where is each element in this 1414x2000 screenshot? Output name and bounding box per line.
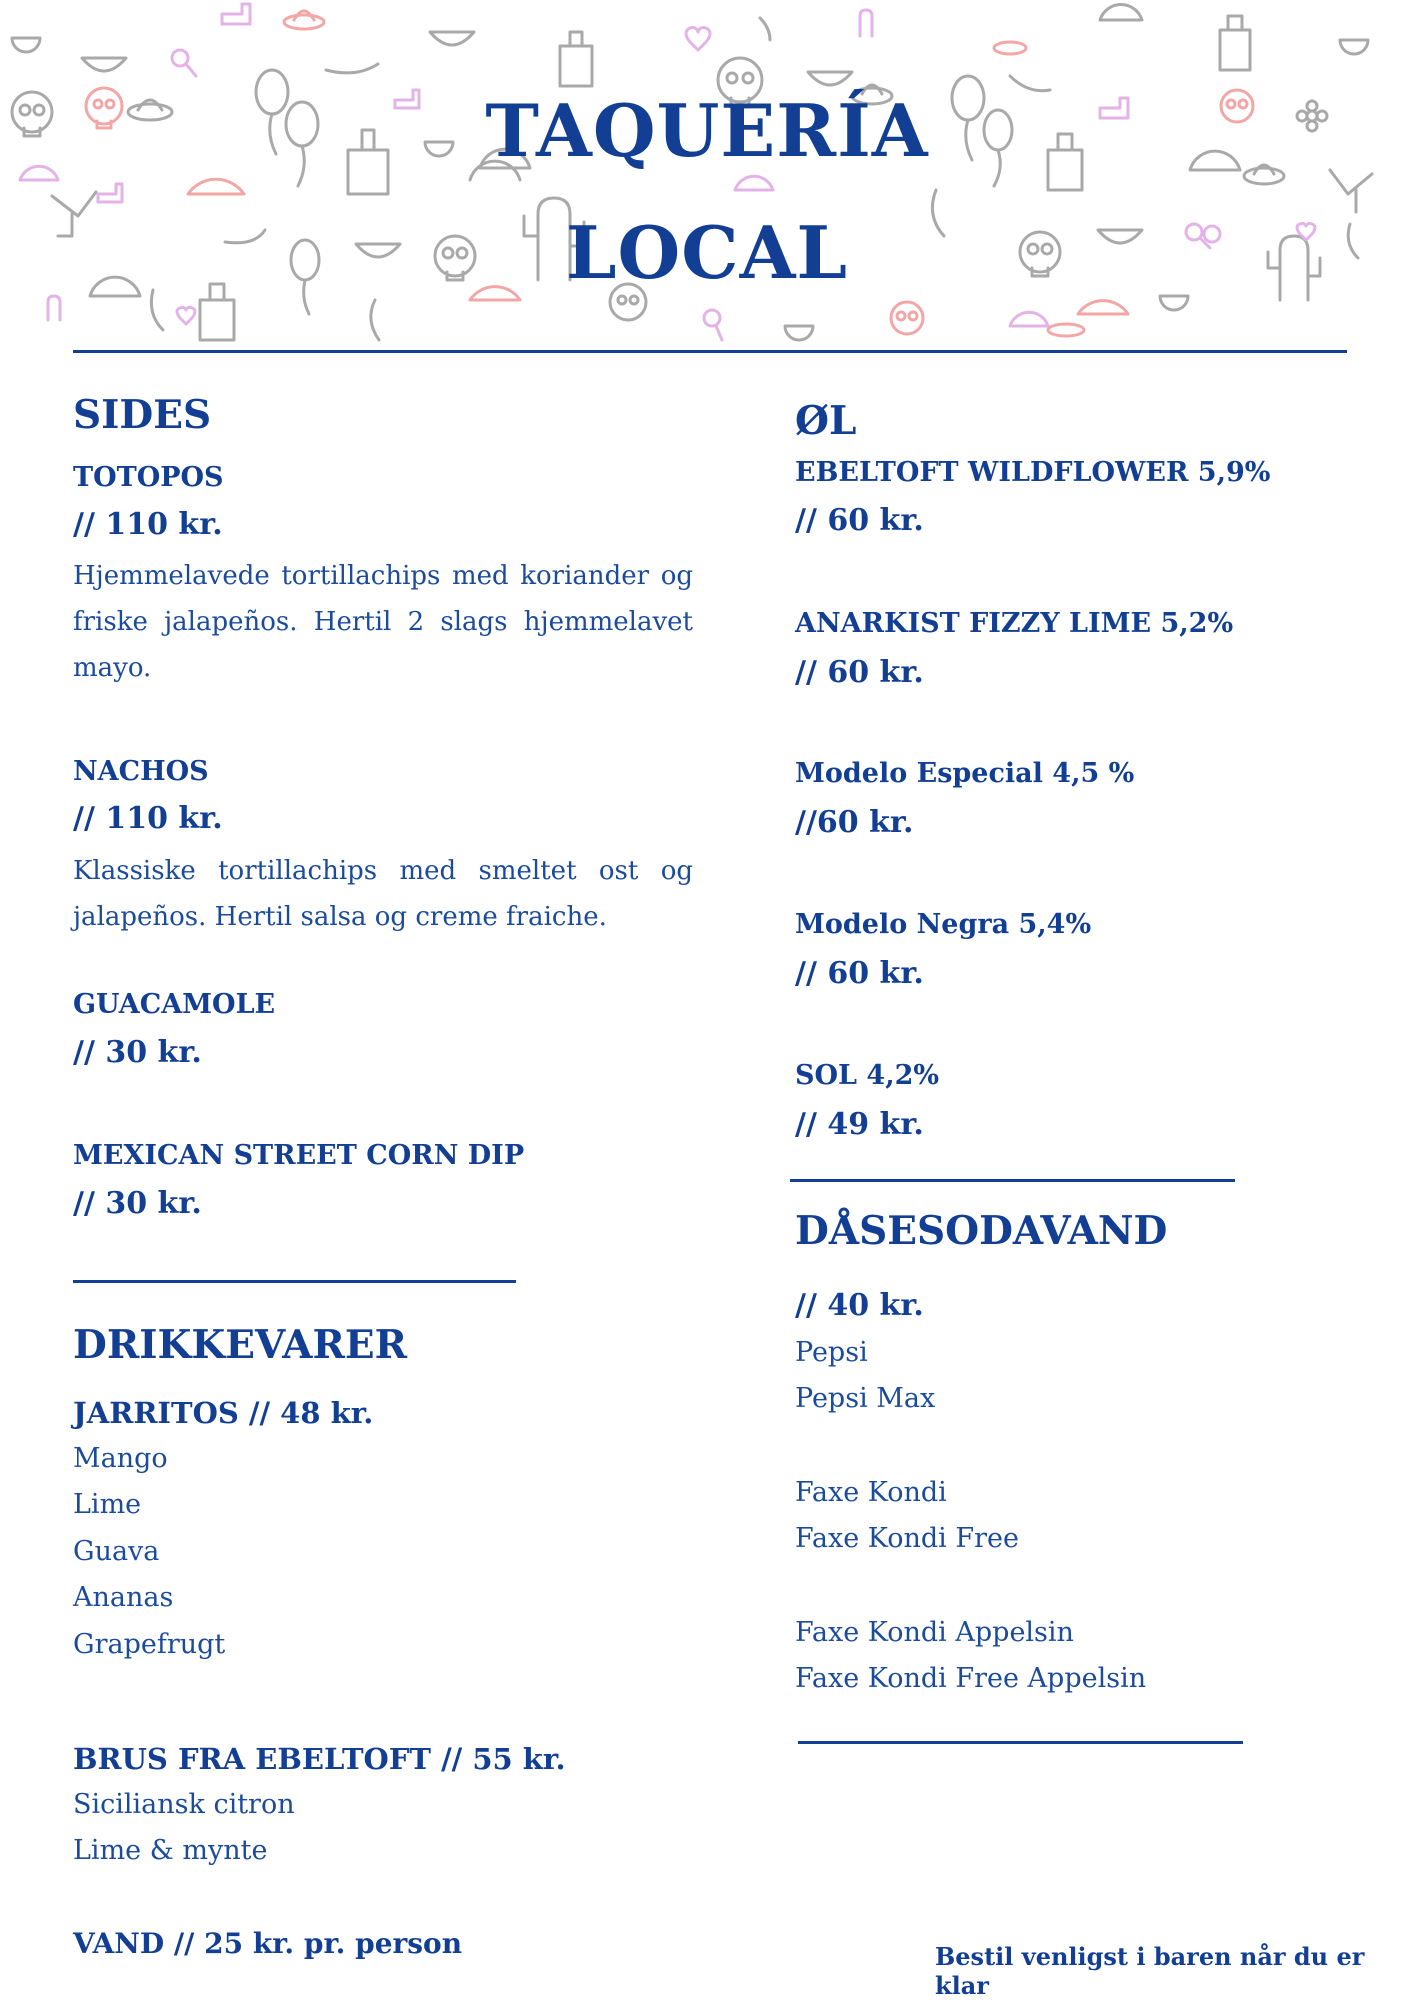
menu-item-name: ANARKIST FIZZY LIME 5,2% bbox=[795, 608, 1234, 639]
section-heading-drinks: DRIKKEVARER bbox=[73, 1322, 408, 1368]
soda-price: // 40 kr. bbox=[795, 1288, 924, 1323]
menu-item-name: Modelo Negra 5,4% bbox=[795, 909, 1092, 940]
menu-item-price: // 110 kr. bbox=[73, 801, 223, 836]
flavor-item: Mango bbox=[73, 1443, 168, 1474]
water-price: VAND // 25 kr. pr. person bbox=[73, 1927, 463, 1960]
soda-item: Pepsi Max bbox=[795, 1383, 936, 1414]
menu-item-price: // 60 kr. bbox=[795, 655, 924, 690]
flavor-item: Guava bbox=[73, 1536, 160, 1567]
menu-item-price: // 30 kr. bbox=[73, 1035, 202, 1070]
section-divider bbox=[73, 1280, 516, 1283]
menu-item-price: // 49 kr. bbox=[795, 1107, 924, 1142]
jarritos-title: JARRITOS // 48 kr. bbox=[73, 1396, 374, 1430]
menu-item-price: // 60 kr. bbox=[795, 956, 924, 991]
restaurant-title-line1: TAQUERÍA bbox=[485, 88, 929, 173]
menu-item-name: MEXICAN STREET CORN DIP bbox=[73, 1140, 525, 1171]
soda-item: Faxe Kondi bbox=[795, 1477, 947, 1508]
flavor-item: Ananas bbox=[73, 1582, 174, 1613]
soda-item: Faxe Kondi Free bbox=[795, 1523, 1019, 1554]
header-divider bbox=[73, 350, 1347, 353]
menu-item-name: SOL 4,2% bbox=[795, 1060, 940, 1091]
menu-item-description: Klassiske tortillachips med smeltet ost og jalapeños. Hertil salsa og creme fraiche. bbox=[73, 856, 693, 932]
menu-item-name: GUACAMOLE bbox=[73, 989, 276, 1020]
soda-item: Pepsi bbox=[795, 1337, 868, 1368]
menu-item-name: TOTOPOS bbox=[73, 462, 224, 493]
section-heading-beer: ØL bbox=[795, 398, 857, 444]
menu-item-price: // 60 kr. bbox=[795, 503, 924, 538]
brus-title: BRUS FRA EBELTOFT // 55 kr. bbox=[73, 1742, 566, 1776]
skull-icon bbox=[891, 302, 923, 334]
menu-item-name: NACHOS bbox=[73, 756, 209, 787]
section-heading-soda: DÅSESODAVAND bbox=[795, 1208, 1168, 1254]
menu-item-name: EBELTOFT WILDFLOWER 5,9% bbox=[795, 457, 1271, 488]
menu-item-name: Modelo Especial 4,5 % bbox=[795, 758, 1135, 789]
section-divider bbox=[798, 1741, 1243, 1744]
section-heading-sides: SIDES bbox=[73, 392, 212, 438]
section-divider bbox=[790, 1179, 1235, 1182]
flavor-item: Lime bbox=[73, 1489, 142, 1520]
flavor-item: Lime & mynte bbox=[73, 1835, 268, 1866]
restaurant-title-line2: LOCAL bbox=[565, 210, 849, 295]
soda-item: Faxe Kondi Appelsin bbox=[795, 1617, 1074, 1648]
flavor-item: Grapefrugt bbox=[73, 1629, 226, 1660]
menu-item-price: // 30 kr. bbox=[73, 1186, 202, 1221]
soda-item: Faxe Kondi Free Appelsin bbox=[795, 1663, 1147, 1694]
menu-item-description: Hjemmelavede tortillachips med koriander og friske jalapeños. Hertil 2 slags hjemmelavet mayo. bbox=[73, 561, 693, 683]
menu-item-price: // 110 kr. bbox=[73, 507, 223, 542]
footer-note: Bestil venligst i baren når du er klar bbox=[935, 1942, 1365, 2000]
menu-item-price: //60 kr. bbox=[795, 805, 914, 840]
flavor-item: Siciliansk citron bbox=[73, 1789, 295, 1820]
